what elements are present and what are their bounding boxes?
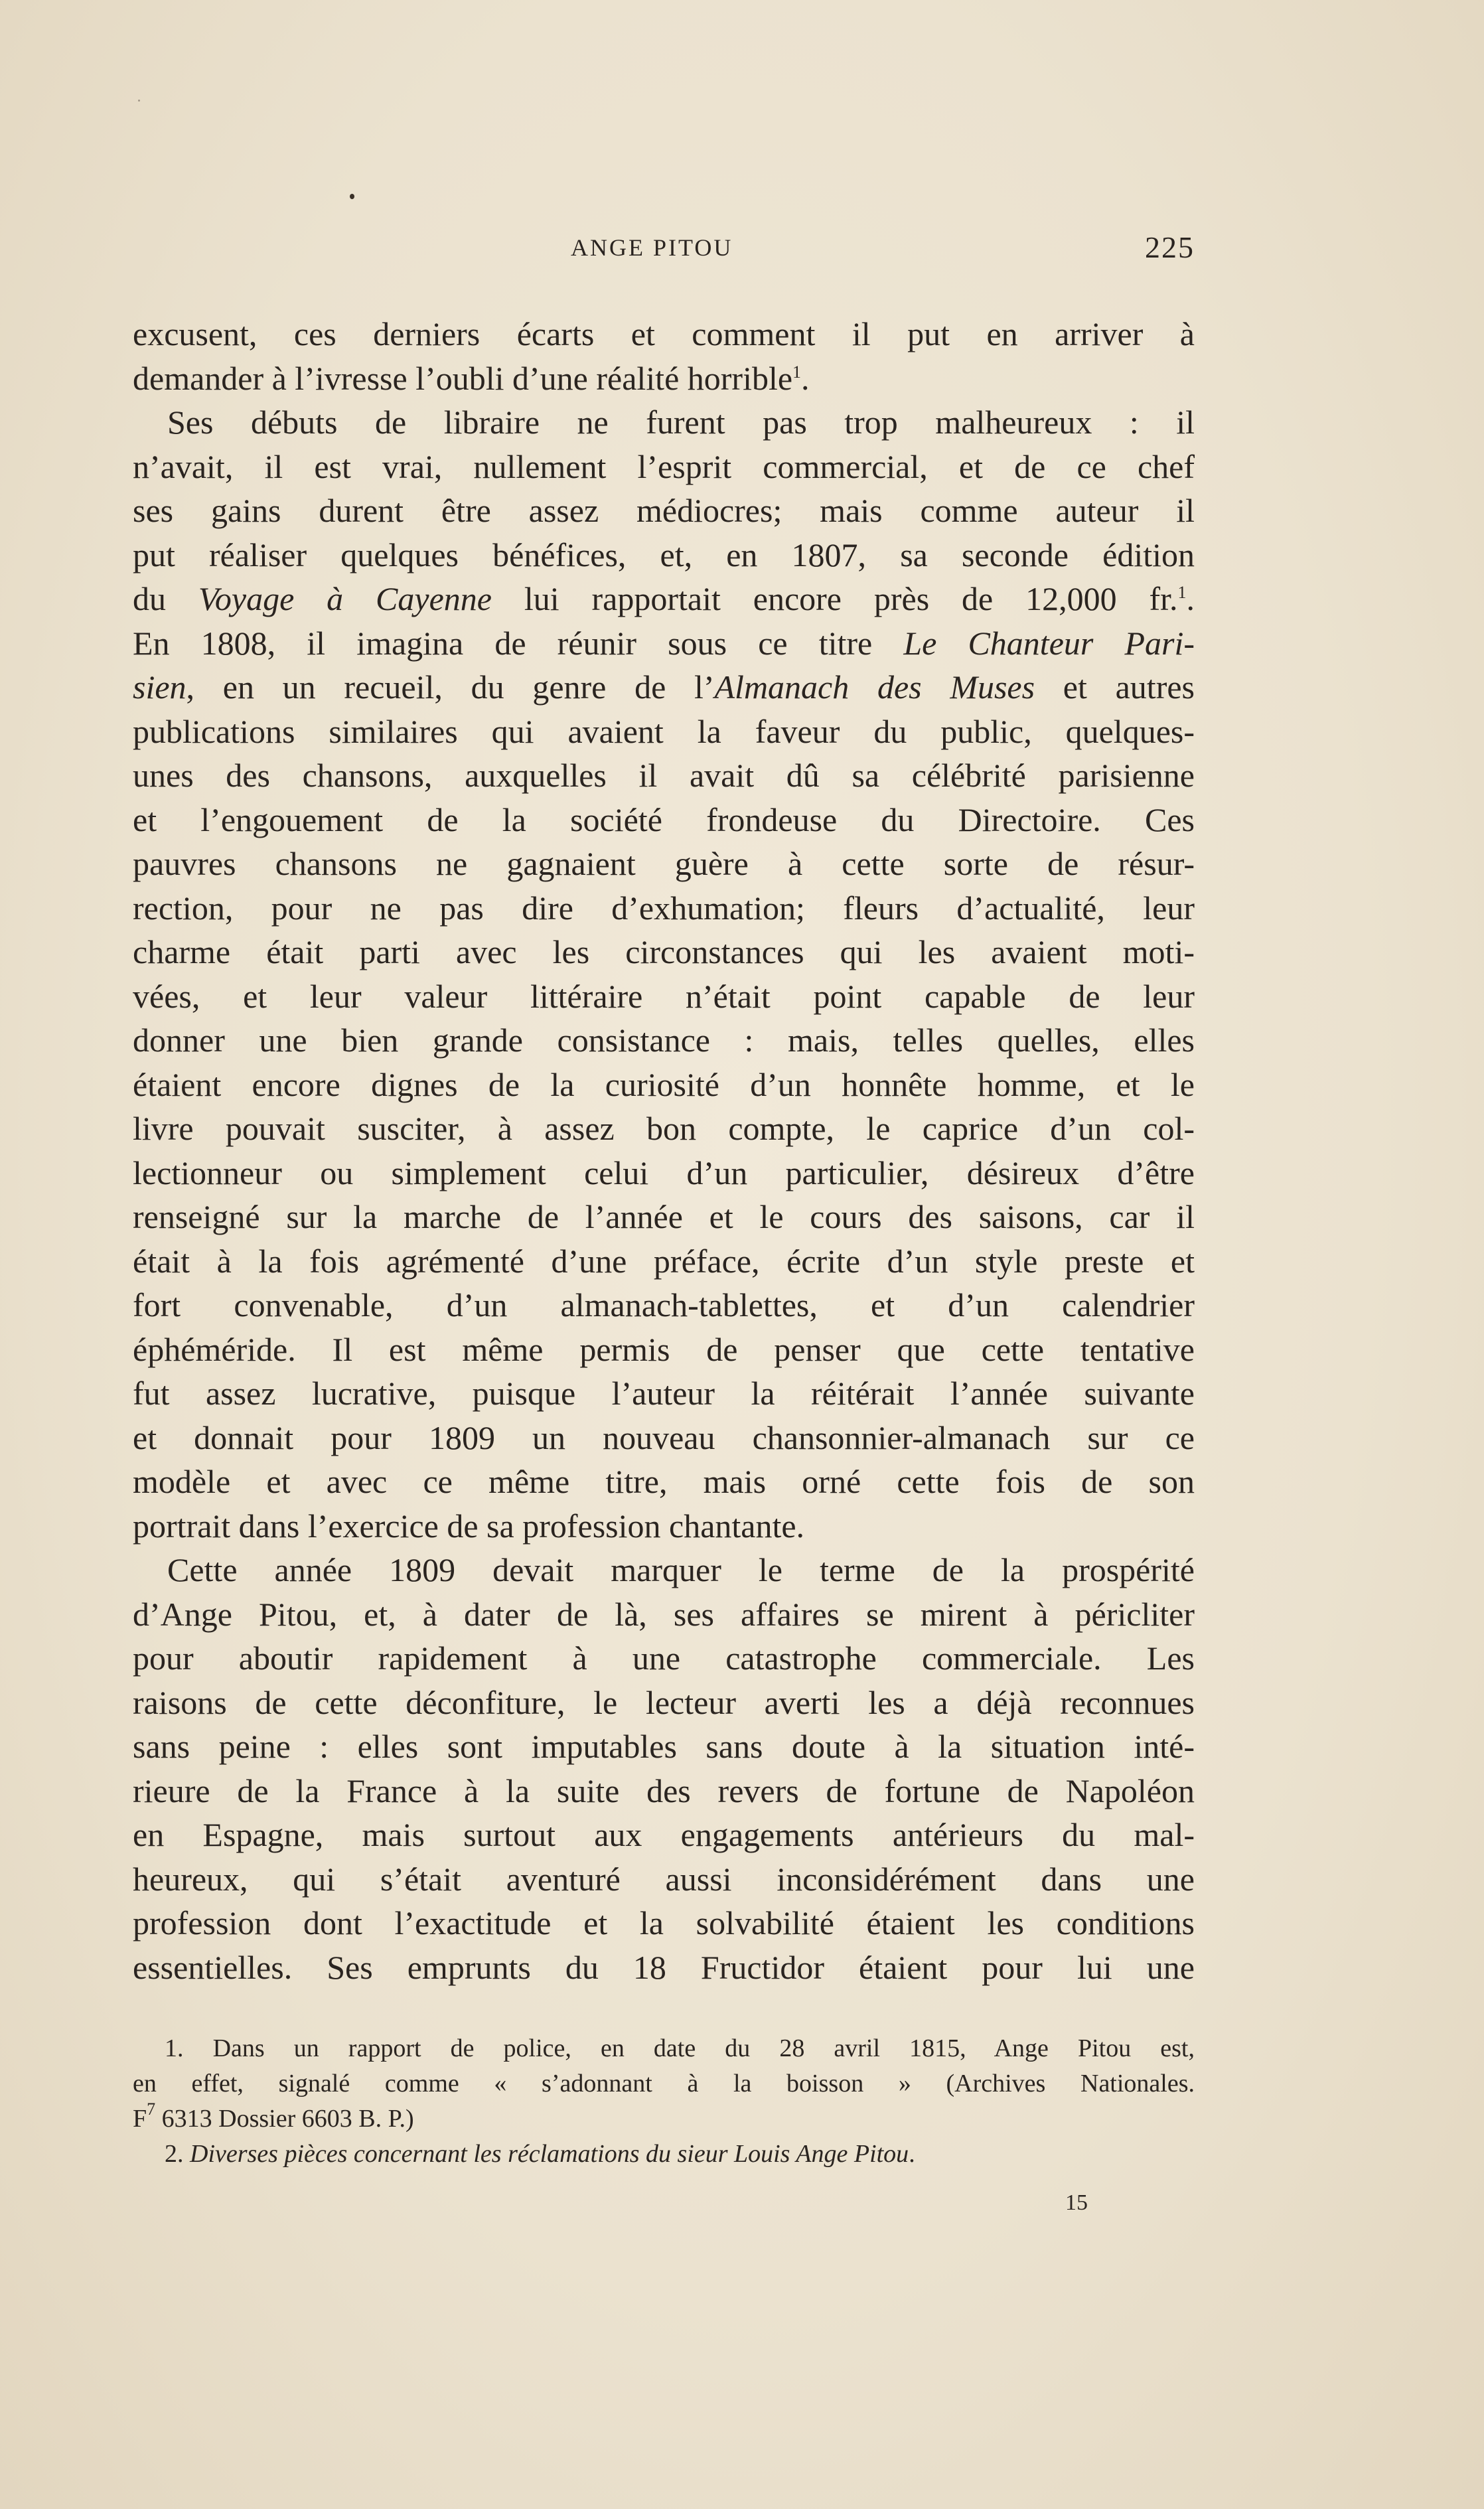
line-text: demander à l’ivresse l’oubli d’une réalité horrible — [133, 359, 793, 397]
line-text: charme était parti avec les circonstances qui les avaient moti- — [133, 933, 1195, 970]
text-line — [133, 842, 1195, 886]
text-line — [133, 886, 1195, 931]
text-line — [133, 665, 1195, 710]
body-text — [133, 312, 1195, 1989]
line-text: livre pouvait susciter, à assez bon compte, le caprice d’un col- — [133, 1110, 1195, 1147]
text-line — [133, 1548, 1195, 1592]
line-text: lui rapportait encore près de 12,000 fr. — [491, 580, 1178, 617]
footnote-line — [133, 2066, 1195, 2101]
footnote-marker: 1 — [792, 362, 802, 382]
line-text: et autres — [1035, 668, 1195, 706]
line-text: et l’engouement de la société frondeuse du Directoire. Ces — [133, 800, 1195, 838]
text-line — [133, 1769, 1195, 1813]
line-text: 2. — [165, 2140, 190, 2168]
line-text: Cette année 1809 devait marquer le terme de la prospérité — [167, 1551, 1195, 1588]
text-line — [133, 974, 1195, 1019]
text-line — [133, 798, 1195, 842]
text-line — [133, 1504, 1195, 1549]
running-title: ANGE PITOU — [571, 234, 733, 261]
line-text: essentielles. Ses emprunts du 18 Fructidor étaient pour lui une — [133, 1948, 1195, 1986]
line-text: ses gains durent être assez médiocres; mais comme auteur il — [133, 492, 1195, 529]
text-line — [133, 1063, 1195, 1107]
text-line — [133, 621, 1195, 666]
line-text: donner une bien grande consistance : mais, telles quelles, elles — [133, 1022, 1195, 1059]
text-line — [133, 1416, 1195, 1460]
text-line — [133, 356, 1195, 401]
text-line — [133, 489, 1195, 533]
italic-title: Le Chanteur Pari- — [903, 624, 1195, 662]
text-line — [133, 1195, 1195, 1239]
line-text: du — [133, 580, 198, 617]
line-text: rieure de la France à la suite des revers de fortune de Napoléon — [133, 1772, 1195, 1809]
footnote-line — [133, 2031, 1195, 2066]
line-text: et donnait pour 1809 un nouveau chansonnier-almanach sur ce — [133, 1418, 1195, 1456]
text-line — [133, 710, 1195, 754]
line-text: était à la fois agrémenté d’une préface, écrite d’un style preste et — [133, 1242, 1195, 1280]
line-text: 6313 Dossier 6603 B. P.) — [155, 2105, 414, 2133]
text-line — [133, 1460, 1195, 1504]
text-line — [133, 1106, 1195, 1151]
italic-title: Voyage à Cayenne — [198, 580, 492, 617]
line-text: Ses débuts de libraire ne furent pas trop malheureux : il — [167, 404, 1195, 441]
line-text: vées, et leur valeur littéraire n’était point capable de leur — [133, 977, 1195, 1015]
line-text: , en un recueil, du genre de l’ — [186, 668, 715, 706]
footnote-marker: 1 — [1177, 583, 1187, 602]
text-line — [133, 312, 1195, 356]
line-text: . — [909, 2140, 915, 2168]
superscript: 7 — [147, 2099, 156, 2119]
footnote-line — [133, 2137, 1195, 2172]
punctuation: . — [801, 359, 810, 397]
page-number: 225 — [1145, 230, 1195, 264]
line-text: portrait dans l’exercice de sa profession chantante. — [133, 1507, 805, 1545]
footnotes — [133, 2031, 1195, 2172]
signature-mark: 15 — [1065, 2190, 1088, 2215]
text-line — [133, 1239, 1195, 1284]
text-line — [133, 1813, 1195, 1857]
text-line — [133, 445, 1195, 489]
line-text: d’Ange Pitou, et, à dater de là, ses affaires se mirent à péricliter — [133, 1595, 1195, 1633]
text-line — [133, 1724, 1195, 1769]
text-line — [133, 1901, 1195, 1945]
line-text: 1. Dans un rapport de police, en date du 28 avril 1815, Ange Pitou est, — [165, 2034, 1195, 2062]
line-text: éphéméride. Il est même permis de penser que cette tentative — [133, 1330, 1195, 1368]
line-text: F — [133, 2105, 147, 2133]
text-line — [133, 1945, 1195, 1990]
line-text: En 1808, il imagina de réunir sous ce titre — [133, 624, 904, 662]
line-text: en effet, signalé comme « s’adonnant à la boisson » (Archives Nationales. — [133, 2070, 1195, 2097]
line-text: fut assez lucrative, puisque l’auteur la réitérait l’année suivante — [133, 1375, 1195, 1412]
line-text: raisons de cette déconfiture, le lecteur averti les a déjà reconnues — [133, 1683, 1195, 1721]
line-text: étaient encore dignes de la curiosité d’un honnête homme, et le — [133, 1065, 1195, 1103]
line-text: unes des chansons, auxquelles il avait dû sa célébrité parisienne — [133, 757, 1195, 794]
line-text: profession dont l’exactitude et la solvabilité étaient les conditions — [133, 1904, 1195, 1941]
line-text: heureux, qui s’était aventuré aussi inconsidérément dans une — [133, 1860, 1195, 1898]
line-text: lectionneur ou simplement celui d’un particulier, désireux d’être — [133, 1154, 1195, 1191]
text-line — [133, 1592, 1195, 1637]
footnote-line — [133, 2101, 1195, 2137]
text-line — [133, 1857, 1195, 1902]
text-line — [133, 1018, 1195, 1063]
line-text: modèle et avec ce même titre, mais orné cette fois de son — [133, 1463, 1195, 1500]
line-text: en Espagne, mais surtout aux engagements antérieurs du mal- — [133, 1816, 1195, 1853]
text-line — [133, 577, 1195, 621]
paper-speck — [138, 100, 140, 102]
paper-speck — [350, 194, 354, 199]
text-line — [133, 1283, 1195, 1328]
line-text: renseigné sur la marche de l’année et le cours des saisons, car il — [133, 1198, 1195, 1235]
italic-title: Diverses pièces concernant les réclamations du sieur Louis Ange Pitou — [190, 2140, 909, 2168]
line-text: excusent, ces derniers écarts et comment il put en arriver à — [133, 315, 1195, 352]
line-text: publications similaires qui avaient la faveur du public, quelques- — [133, 712, 1195, 750]
text-line — [133, 1328, 1195, 1372]
text-line — [133, 1371, 1195, 1416]
punctuation: . — [1186, 580, 1195, 617]
text-line — [133, 930, 1195, 974]
text-line — [133, 1681, 1195, 1725]
italic-text: sien — [133, 668, 186, 706]
text-line — [133, 533, 1195, 577]
line-text: n’avait, il est vrai, nullement l’esprit commercial, et de ce chef — [133, 447, 1195, 485]
line-text: sans peine : elles sont imputables sans doute à la situation inté- — [133, 1728, 1195, 1765]
line-text: pauvres chansons ne gagnaient guère à cette sorte de résur- — [133, 845, 1195, 882]
running-head — [133, 230, 1195, 273]
text-line — [133, 1636, 1195, 1681]
line-text: put réaliser quelques bénéfices, et, en 1807, sa seconde édition — [133, 536, 1195, 573]
text-line — [133, 1151, 1195, 1195]
line-text: rection, pour ne pas dire d’exhumation; fleurs d’actualité, leur — [133, 889, 1195, 927]
text-line — [133, 400, 1195, 445]
line-text: fort convenable, d’un almanach-tablettes, et d’un calendrier — [133, 1286, 1195, 1324]
italic-title: Almanach des Muses — [714, 668, 1035, 706]
text-line — [133, 753, 1195, 798]
line-text: pour aboutir rapidement à une catastrophe commerciale. Les — [133, 1639, 1195, 1677]
